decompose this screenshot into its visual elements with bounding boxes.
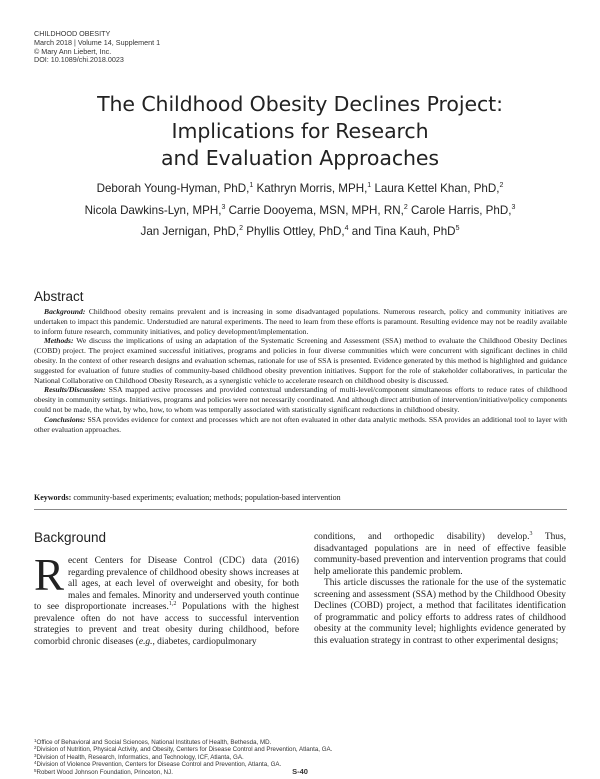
author: Deborah Young-Hyman, PhD, [96,182,250,195]
background-heading: Background [34,530,107,545]
author-affiliation: 1 [249,182,254,189]
author-affiliation: 3 [511,203,516,211]
article-title [0,91,600,172]
author: Nicola Dawkins-Lyn, MPH, [84,203,222,217]
abstract-background-text: Childhood obesity remains prevalent and is increasing in some disadvantaged populations. Numerous research, policy and community initiatives are undertaken to impact this pandemic. Understudied are natural experiments. The need to learn from these efforts is paramount. Resulting evidence may not be readily available to inform future research, community initiatives, and policy development/implementation. [34,307,567,336]
footnote-number: 2 [34,745,37,751]
citation[interactable]: 1,2 [168,601,177,607]
abstract-background-label: Background: [44,307,86,316]
drop-cap: R [34,550,65,600]
author-line-2 [0,200,600,222]
page-number: S-40 [292,767,308,776]
footnote-text: Division of Nutrition, Physical Activity, and Obesity, Centers for Disease Control and Prevention, Atlanta, GA. [36,746,333,754]
abstract-conclusions-label: Conclusions: [44,414,86,424]
author-affiliation: 4 [344,225,349,232]
background-text-a: ecent Centers for Disease Control (CDC) data (2016) regarding prevalence of childhood obesity shows increases at all ages, at each level of overweight and obesity, for both males and females. Minority and underserved youth continue to see disproportionate increases. [34,556,299,612]
journal-issue: March 2018 | Volume 14, Supplement 1 [34,37,161,47]
background-paragraph-1-continued [314,532,566,578]
eg-abbrev: e.g. [138,636,153,647]
author-affiliation: 2 [239,225,244,232]
footnote-number: 1 [34,738,37,743]
footnote-number: 4 [34,760,37,766]
author-affiliation: 1 [367,182,372,189]
background-text-c: , diabetes, cardiopulmonary [152,636,257,647]
footnote [34,746,567,753]
abstract-body [34,307,567,434]
abstract-results-label: Results/Discussion: [44,385,106,395]
author: and Tina Kauh, PhD [351,225,456,238]
author-affiliation: 2 [499,182,504,189]
footnote-number: 3 [34,752,37,758]
journal-name: CHILDHOOD OBESITY [34,29,111,38]
author-line-1 [0,178,600,200]
abstract-methods-text: We discuss the implications of using an adaptation of the Systematic Screening and Assessment (SSA) method to evaluate the Childhood Obesity Declines (COBD) project. The project examined successful initiatives, programs and policies in four diverse communities which were concurrent with significant declines in child obesity. In the context of other research designs and evaluation schemas, rationale for use of SSA is presented. Evidence generated by this method is highlighted and guidance suggested for evaluation of future studies of community-based childhood obesity prevention initiatives. Support for the role of stakeholder collaboratives, in particular the National Collaborative on Childhood Obesity Research, as a synergistic vehicle to accelerate research on childhood obesity is discussed. [34,336,567,385]
author-affiliation: 3 [221,203,226,211]
title-line-3: and Evaluation Approaches [161,146,439,170]
abstract-results-text: SSA mapped active processes and provided contextual understanding of multi-level/component simultaneous efforts to reduce rates of childhood obesity in community settings. Initiatives, programs and policies were not necessarily coordinated. And although direct attribution of intervention/initiative/policy components could not be made, the what, by who, how, to whom was temporally associated with statistically significant reductions in childhood obesity. [34,385,568,414]
footnote-text: Office of Behavioral and Social Sciences, National Institutes of Health, Bethesda, MD. [36,739,272,746]
background-text-r2: Thus, disadvantaged populations are in need of effective feasible community-based prevention and intervention programs that could help ameliorate this pandemic problem. [314,532,566,577]
journal-header [34,30,160,65]
abstract-heading: Abstract [34,289,84,304]
keywords-text: community-based experiments; evaluation; methods; population-based intervention [73,493,341,502]
footnote-text: Division of Health, Research, Informatics, and Technology, ICF, Atlanta, GA. [36,753,244,761]
title-line-2: Implications for Research [171,119,429,143]
author: Carrie Dooyema, MSN, MPH, RN, [228,203,404,217]
journal-doi[interactable]: DOI: 10.1089/chi.2018.0023 [34,55,124,65]
section-divider [34,509,567,510]
abstract-conclusions [34,415,567,435]
background-text-r1: conditions, and orthopedic disability) develop. [314,532,530,542]
author: Phyllis Ottley, PhD, [246,225,345,238]
footnote-text: Robert Wood Johnson Foundation, Princeton, NJ. [36,768,173,776]
column-left [34,550,299,648]
author-line-3 [0,221,600,243]
author: Carole Harris, PhD, [410,203,512,217]
author-affiliation: 2 [403,203,408,211]
author: Kathryn Morris, MPH, [256,182,368,195]
keywords-label: Keywords: [34,493,72,502]
author: Jan Jernigan, PhD, [140,225,240,238]
background-text-b: Populations with the highest prevalence often do not have access to successful intervention strategies to prevent and treat obesity during childhood, before comorbid chronic diseases ( [34,602,299,647]
title-line-1: The Childhood Obesity Declines Project: [97,92,503,116]
column-right [314,532,566,647]
background-paragraph-1 [34,550,299,648]
footnote-number: 5 [34,767,37,773]
footnote-text: Division of Violence Prevention, Centers for Disease Control and Prevention, Atlanta, GA. [36,761,282,769]
abstract-background [34,307,567,336]
keywords [34,493,567,502]
background-paragraph-2: This article discusses the rationale for the use of the systematic screening and assessment (SSA) method by the Childhood Obesity Declines (COBD) project, a method that facilitates identification of programmatic and policy efforts to address rates of childhood obesity at the community level; highlights evidence generated by this evaluation strategy in contrast to other experimental designs; [314,578,566,646]
abstract-methods-label: Methods: [44,336,74,346]
author-list [0,178,600,243]
author: Laura Kettel Khan, PhD, [374,182,500,195]
journal-copyright: © Mary Ann Liebert, Inc. [34,46,112,56]
citation[interactable]: 3 [529,531,533,537]
abstract-conclusions-text: SSA provides evidence for context and processes which are not often evaluated in other data analytic methods. SSA provides an additional tool to layer with other evaluation approaches. [34,414,567,434]
author-affiliation: 5 [455,225,460,232]
abstract-methods [34,336,567,385]
abstract-results [34,385,567,414]
